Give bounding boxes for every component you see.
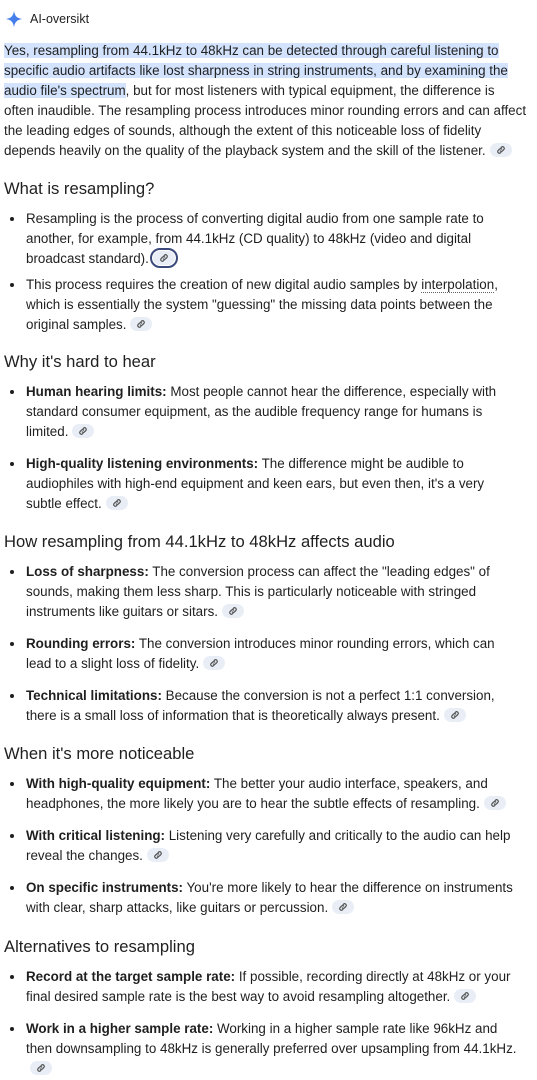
source-link-button[interactable] (153, 251, 175, 265)
section-alternatives (4, 936, 529, 1079)
link-icon (153, 850, 163, 860)
source-link-button[interactable] (203, 656, 225, 670)
list-item (4, 774, 529, 814)
source-link-button[interactable] (490, 143, 512, 157)
list-item-bold: Work in a higher sample rate: (26, 1021, 214, 1036)
section-heading: When it's more noticeable (4, 744, 195, 763)
list-item-text: Most people cannot hear the difference, especially with standard consumer equipment, as the audible frequency range for humans is limited. (26, 384, 497, 439)
intro-paragraph (4, 41, 533, 161)
interpolation-term-link[interactable]: interpolation (421, 277, 495, 292)
source-link-button[interactable] (106, 496, 128, 510)
list-item-bold: Rounding errors: (26, 636, 136, 651)
list-item-text: You're more likely to hear the difference on instruments with clear, sharp attacks, like guitars or percussion. (26, 880, 513, 915)
link-icon (496, 145, 506, 155)
list-item (4, 454, 529, 514)
list-item-bold: With high-quality equipment: (26, 776, 211, 791)
ai-overview-title: AI-oversikt (30, 12, 90, 26)
source-link-button[interactable] (222, 604, 244, 618)
list-item-text: , which is essentially the system "guessing" the missing data points between the original samples. (26, 277, 498, 332)
link-icon (36, 1063, 46, 1073)
list-item (4, 1019, 529, 1079)
list-item-text: Listening very carefully and critically to the audio can help reveal the changes. (26, 828, 511, 863)
source-link-button[interactable] (130, 317, 152, 331)
link-icon (78, 426, 88, 436)
section-heading: What is resampling? (4, 179, 155, 198)
source-link-button[interactable] (147, 848, 169, 862)
list-item (4, 382, 529, 442)
section-heading: How resampling from 44.1kHz to 48kHz affects audio (4, 532, 395, 551)
list-item-text: The conversion process can affect the "leading edges" of sounds, making them less sharp. This is particularly noticeable with stringed instruments like guitars or sitars. (26, 564, 490, 619)
list-item-bold: Technical limitations: (26, 688, 162, 703)
list-item-text: Working in a higher sample rate like 96kHz and then downsampling to 48kHz is generally preferred over upsampling from 44.1kHz. (26, 1021, 517, 1056)
source-link-button[interactable] (72, 424, 94, 438)
list-item-text: The conversion introduces minor rounding errors, which can lead to a slight loss of fidelity. (26, 636, 495, 671)
link-icon (209, 658, 219, 668)
source-link-button[interactable] (30, 1061, 52, 1075)
link-icon (490, 798, 500, 808)
list-item-bold: Record at the target sample rate: (26, 969, 236, 984)
list-item (4, 826, 529, 866)
link-icon (450, 710, 460, 720)
list-item-text: Because the conversion is not a perfect 1:1 conversion, there is a small loss of information that is theoretically always present. (26, 688, 495, 723)
section-heading: Why it's hard to hear (4, 352, 156, 371)
list-item-bold: With critical listening: (26, 828, 166, 843)
list-item-bold: High-quality listening environments: (26, 456, 259, 471)
link-icon (112, 498, 122, 508)
link-icon (159, 253, 169, 263)
list-item (4, 878, 529, 918)
link-icon (338, 902, 348, 912)
ai-overview-header (4, 0, 533, 38)
list-item-text: If possible, recording directly at 48kHz or your final desired sample rate is the best way to avoid resampling altogether. (26, 969, 511, 1004)
list-item (4, 209, 529, 269)
source-link-button[interactable] (444, 708, 466, 722)
list-item (4, 634, 529, 674)
intro-rest: , but for most listeners with typical equipment, the difference is often inaudible. The resampling process introduces minor rounding errors and can affect the leading edges of sounds, although the extent of this noticeable loss of fidelity depends heavily on the quality of the playback system and the skill of the listener. (4, 83, 527, 158)
list-item (4, 686, 529, 726)
list-item (4, 967, 529, 1007)
list-item-text: The better your audio interface, speakers, and headphones, the more likely you are to hear the subtle effects of resampling. (26, 776, 488, 811)
list-item-bold: Loss of sharpness: (26, 564, 149, 579)
list-item-bold: On specific instruments: (26, 880, 183, 895)
section-what-is-resampling (4, 178, 529, 335)
section-how-resampling-affects (4, 531, 529, 726)
section-heading: Alternatives to resampling (4, 937, 195, 956)
list-item-text: Resampling is the process of converting digital audio from one sample rate to another, for example, from 44.1kHz (CD quality) to 48kHz (video and digital broadcast standard). (26, 211, 484, 266)
link-icon (460, 991, 470, 1001)
section-when-more-noticeable (4, 743, 529, 918)
highlighted-answer: Yes, resampling from 44.1kHz to 48kHz can be detected through careful listening to specific audio artifacts like lost sharpness in string instruments, and by examining the audio file's spectrum (4, 43, 508, 98)
source-link-button[interactable] (454, 989, 476, 1003)
link-icon (136, 319, 146, 329)
list-item-text: This process requires the creation of new digital audio samples by (26, 277, 422, 292)
link-icon (228, 606, 238, 616)
list-item-bold: Human hearing limits: (26, 384, 167, 399)
source-link-button[interactable] (332, 900, 354, 914)
gemini-spark-icon (5, 10, 23, 28)
list-item (4, 562, 529, 622)
list-item (4, 275, 529, 335)
list-item-text: The difference might be audible to audiophiles with high-end equipment and keen ears, but even then, it's a very subtle effect. (26, 456, 485, 511)
source-link-button[interactable] (484, 796, 506, 810)
section-why-hard-to-hear (4, 351, 529, 514)
